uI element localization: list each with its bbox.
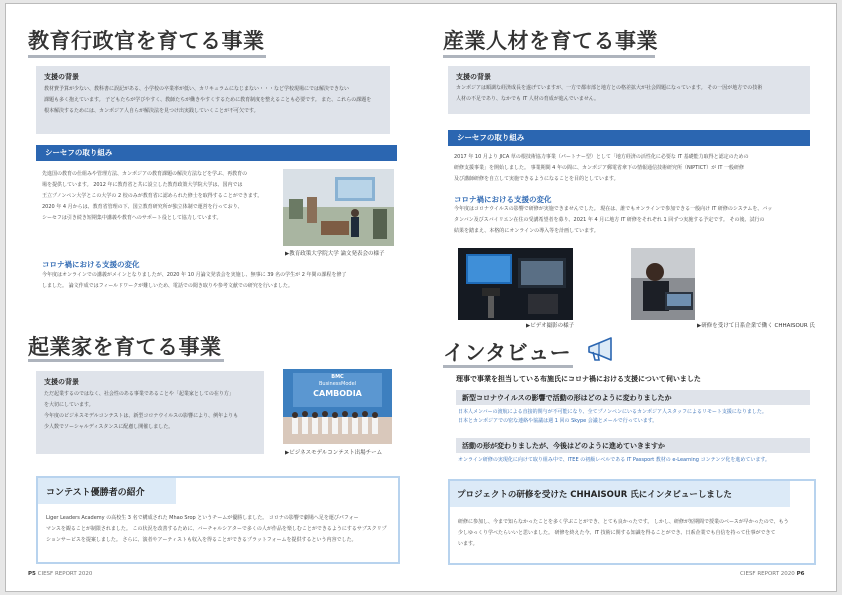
text-line: タンバン及びスバイリエン在住の受講希望者を募り、2021 年 4 月に地方 IT 研修をそれぞれ 1 回ずつ実施する予定です。 その後、試行の: [454, 217, 765, 223]
banner-business-model: BusinessModel: [318, 381, 357, 387]
corona-text: [454, 204, 810, 237]
section-bar: シーセフの取り組み: [448, 130, 810, 146]
background-box: [448, 66, 810, 114]
text-line: 教材費予算が少ない、教科書に誤記がある、小学校の卒業率が低い、カリキュラムになじまない・・・など学校現場にでは解決できない: [44, 86, 349, 92]
corona-text: [42, 270, 402, 292]
background-heading: 支援の背景: [44, 73, 79, 81]
footer-right: [740, 571, 804, 577]
text-line: 人材の不足であり、なかでも IT 人材の育成が進んでいません。: [456, 96, 600, 102]
page-spread: [5, 3, 837, 592]
text-line: います。: [458, 541, 478, 547]
subheading-corona: コロナ禍における支援の変化: [454, 195, 552, 204]
chhaisour-interview-text: [458, 517, 814, 550]
text-line: 及び講師研修を自立して実施できるようになることを目的としています。: [454, 176, 619, 182]
chhaisour-interview-box: [448, 479, 816, 565]
interview-lead: 理事で事業を担当している布施氏にコロナ禍における支援について伺いました: [456, 375, 701, 383]
text-line: 日本とカンボジアでの密な連絡や協議は週 1 回の Skype 会議とメールで行っています。: [458, 418, 658, 424]
interview-question-1: 新型コロナウイルスの影響で活動の形はどのように変わりましたか: [456, 390, 810, 405]
text-line: Liger Leaders Academy の高校生 3 名で構成された Mhao Srop というチームが優勝しました。 コロナの影響で劇場へ足を運びパフォー: [46, 515, 359, 521]
page-number: P5: [28, 571, 36, 577]
text-line: 先進国の教育の仕組みや管理方法、カンボジアの教育課題の解決方法などを学ぶ、再教育の: [42, 171, 248, 177]
photo-caption: ▶教育政策大学院大学 論文発表会の様子: [285, 251, 385, 257]
text-line: 根本解決するためには、カンボジア人自らが解決法を見つけ出実践していくことが不可欠です。: [44, 108, 259, 114]
background-box: [36, 371, 264, 454]
background-heading: 支援の背景: [456, 73, 491, 81]
background-text: [44, 84, 382, 117]
photo-video-recording: [458, 248, 573, 320]
text-line: 場を提供しています。 2012 年に教育省と共に設立した教育政策大学院大学は、国内では: [42, 182, 243, 188]
interview-question-2: 活動の形が変わりましたが、今後はどのように進めていきますか: [456, 438, 810, 453]
page-number: P6: [796, 571, 805, 577]
background-text: [44, 389, 256, 433]
banner-cambodia: CAMBODIA: [313, 389, 362, 398]
interview-answer-2: [458, 456, 810, 465]
title-underline: [443, 365, 573, 368]
section-title-entrepreneur: 起業家を育てる事業: [28, 335, 222, 359]
body-text: [454, 152, 810, 185]
report-label: CIESF REPORT 2020: [740, 571, 795, 577]
banner-bmc: BMC: [331, 374, 344, 380]
report-label: CIESF REPORT 2020: [37, 571, 93, 577]
text-line: マンスを観ることが制限されました。 この状況を改善するために、バーチャルシアターで多くの人が作品を楽しむことができるようにするサブスクリプ: [46, 526, 387, 532]
text-line: 研修に参加し、今まで知らなかったことを多く学ぶことができ、とても良かったです。 しかし、研修が短期間で授業のペースが早かったので、もう: [458, 519, 789, 525]
title-underline: [443, 55, 655, 58]
photo-caption: ▶ビジネスモデルコンテスト出場チーム: [285, 450, 383, 456]
photo-caption: ▶ビデオ撮影の様子: [526, 323, 575, 329]
background-heading: 支援の背景: [44, 378, 79, 386]
body-text: [42, 169, 282, 224]
text-line: 今年度はコロナウイルスの影響で研修が実施できませんでした。 現在は、誰でもオンラインで参加できる一般向け IT 研修のシステムを、バッ: [454, 206, 773, 212]
contest-winner-text: [46, 513, 398, 546]
title-underline: [28, 55, 266, 58]
text-line: 王立プノンペン大学とこの大学の 2 校のみが教育省に認められた修士を取得することができます。: [42, 193, 263, 199]
photo-caption: ▶研修を受けて日系企業で働く CHHAISOUR 氏: [697, 323, 815, 329]
title-underline: [28, 359, 224, 362]
text-line: しました。 論文作成ではフィールドワークが難しいため、電話での聞き取りや参考文献での研究を行いました。: [42, 283, 293, 289]
section-title-education: 教育行政官を育てる事業: [28, 29, 265, 53]
text-line: 結果を踏まえ、本格的にオンラインの導入等を計画しています。: [454, 228, 599, 234]
text-line: を大切にしています。: [44, 402, 94, 408]
section-bar: シーセフの取り組み: [36, 145, 397, 161]
photo-chhaisour: [631, 248, 695, 320]
text-line: 2017 年 10 月より JICA 草の根技術協力事業（パートナー型）として「地方経済の活性化に必要な IT 基礎能力取得と認定のための: [454, 154, 749, 160]
interview-answer-1: [458, 408, 810, 426]
text-line: 今年度のビジネスモデルコンテストは、新型コロナウイルスの影響により、例年よりも: [44, 413, 239, 419]
section-title-interview: インタビュー: [443, 341, 572, 365]
contest-winner-box: [36, 476, 400, 564]
text-line: シーセフは引き続き短期集中講義や教育へのサポート役として協力しています。: [42, 215, 222, 221]
section-title-industry: 産業人材を育てる事業: [443, 29, 658, 53]
text-line: ただ起業するのではなく、社会性のある事業であることや「起業家としての在り方」: [44, 391, 234, 397]
text-line: 日本人メンバーの渡航による直接的関与が不可能になり、全てプノンペンにいるカンボジア人スタッフによるリモート支援になりました。: [458, 409, 767, 415]
background-text: [456, 83, 802, 105]
background-box: [36, 66, 390, 134]
text-line: オンライン研修の実現化に向けて取り組み中で、ITEE の初級レベルである IT Passport 教材の e-Learning コンテンツ化を進めています。: [458, 457, 770, 463]
contest-winner-title: コンテスト優勝者の紹介: [38, 478, 176, 504]
text-line: 課題も多く抱えています。 子どもたちが学びやすく、教師たちが働きやすくするために教育制度を整えることも必要です。 また、これらの課題を: [44, 97, 372, 103]
text-line: ションサービスを提案しました。 さらに、演者やアーティストも収入を得ることができるプラットフォームを提供するという内容でした。: [46, 537, 357, 543]
text-line: 今年度はオンラインでの講義がメインとなりましたが、2020 年 10 月論文発表会を実施し、無事に 39 名の学生が 2 年間の課程を修了: [42, 272, 347, 278]
subheading-corona: コロナ禍における支援の変化: [42, 260, 140, 269]
chhaisour-interview-title: プロジェクトの研修を受けた CHHAISOUR 氏にインタビューしました: [450, 481, 790, 507]
text-line: 少しゆっくり学べたらいいと思いました。 研修を終えた今、IT 技術に関する知識を得ることができ、日系企業でも自信を持って仕事ができて: [458, 530, 776, 536]
megaphone-icon: [585, 337, 615, 363]
footer-left: [28, 571, 92, 577]
text-line: 研修支援事業」を開始しました。 事業期間 4 年の間に、カンボジア郵電省傘下の情報通信技術研究所（NIPTICT）が IT 一般研修: [454, 165, 744, 171]
text-line: カンボジアは順調な経済成長を遂げていますが、一方で都市部と地方との格差拡大が社会問題になっています。 その一因が地方での技術: [456, 85, 763, 91]
photo-presentation: [283, 169, 394, 246]
text-line: 2020 年 4 月からは、教育省管理の下、国立教育研究所が独立体制で運営を行っており、: [42, 204, 243, 210]
text-line: 少人数でソーシャルディスタンスに配慮し開催しました。: [44, 424, 174, 430]
photo-contest-team: [283, 369, 392, 444]
